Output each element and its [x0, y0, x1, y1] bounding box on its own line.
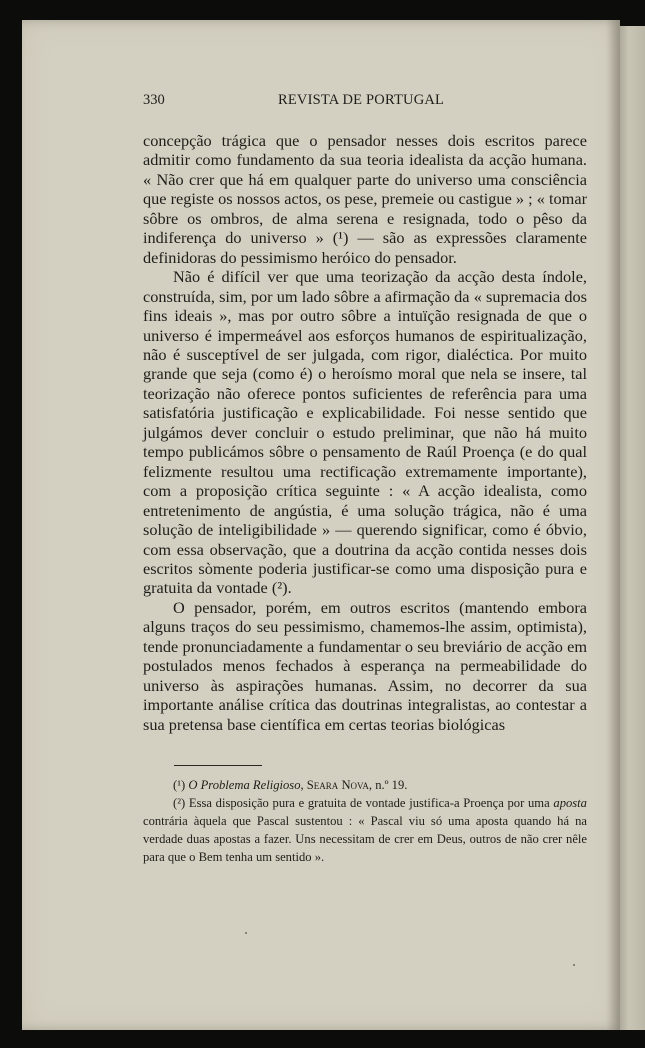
body-paragraph: O pensador, porém, em outros escritos (mantendo embora alguns traços do seu pessimismo, chamemos-lhe assim, optimista), tende pronunciadamente a fundamentar o seu breviário de acção em postulados menos fechados à esperança na permeabilidade do universo às aspirações humanas. Assim, no decorrer da sua importante análise crítica das doutrinas integralistas, ao contestar a sua pretensa base científica em certas teorias biológicas: [143, 597, 587, 734]
body-paragraph: Não é difícil ver que uma teorização da acção desta índole, construída, sim, por um lado sôbre a afirmação da « supremacia dos fins ideais », mas por outro sôbre a intuïção resignada de que o universo é impermeável aos esforços humanos de espiritualização, não é susceptível de ser julgada, com rigor, dialéctica. Por muito grande que seja (como é) o heroísmo moral que nela se insere, tal teorização não oferece pontos suficientes de referência para uma satisfatória justificação e explicabilidade. Foi nesse sentido que julgámos dever concluir o estudo preliminar, que não há muito tempo publicámos sôbre o pensamento de Raúl Proença (e do qual felizmente resultou uma rectificação extremamente importante), com a proposição crítica seguinte : « A acção idealista, como entretenimento de angústia, é uma solução trágica, não é uma solução de inteligibilidade » — querendo significar, como é óbvio, com essa observação, que a doutrina da acção contida nesses dois escritos sòmente poderia justificar-se como uma disposição pura e gratuita da vontade (²).: [143, 267, 587, 598]
footnote-text: Essa disposição pura e gratuita de vontade justifica-a Proença por uma: [188, 796, 550, 810]
body-text: [143, 131, 587, 734]
paper-speck: [245, 932, 247, 934]
running-title: REVISTA DE PORTUGAL: [278, 92, 445, 108]
footnote-separator: [174, 765, 262, 766]
footnote-number: n.º 19.: [375, 778, 408, 792]
footnote-italic-word: aposta: [553, 796, 587, 810]
footnote-marker: (²): [173, 796, 186, 810]
paper-speck: [573, 964, 575, 966]
page-gutter-shadow: [606, 20, 620, 1030]
adjacent-page-edge: [618, 26, 645, 1030]
footnote-title: O Problema Religioso,: [188, 778, 304, 792]
footnotes: [143, 776, 587, 866]
footnote-source: Seara Nova,: [306, 778, 373, 792]
running-header: [143, 92, 587, 112]
footnote-1: [143, 776, 587, 794]
page-number: 330: [143, 92, 165, 108]
footnote-marker: (¹): [173, 778, 186, 792]
footnote-2: [143, 794, 587, 866]
body-paragraph: concepção trágica que o pensador nesses dois escritos parece admitir como fundamento da sua teoria idealista da acção humana. « Não crer que há em qualquer parte do universo uma consciência que registe os nossos actos, os pese, premeie ou castigue » ; « tomar sôbre os ombros, de alma serena e resignada, todo o pêso da indiferença do universo » (¹) — são as expressões claramente definidoras do pessimismo heróico do pensador.: [143, 131, 587, 267]
footnote-text: contrária àquela que Pascal sustentou : « Pascal viu só uma aposta quando há na verdade duas apostas a fazer. Uns necessitam de crer em Deus, outros de não crer nêle para que o Bem tenha um sentido ».: [143, 814, 587, 864]
